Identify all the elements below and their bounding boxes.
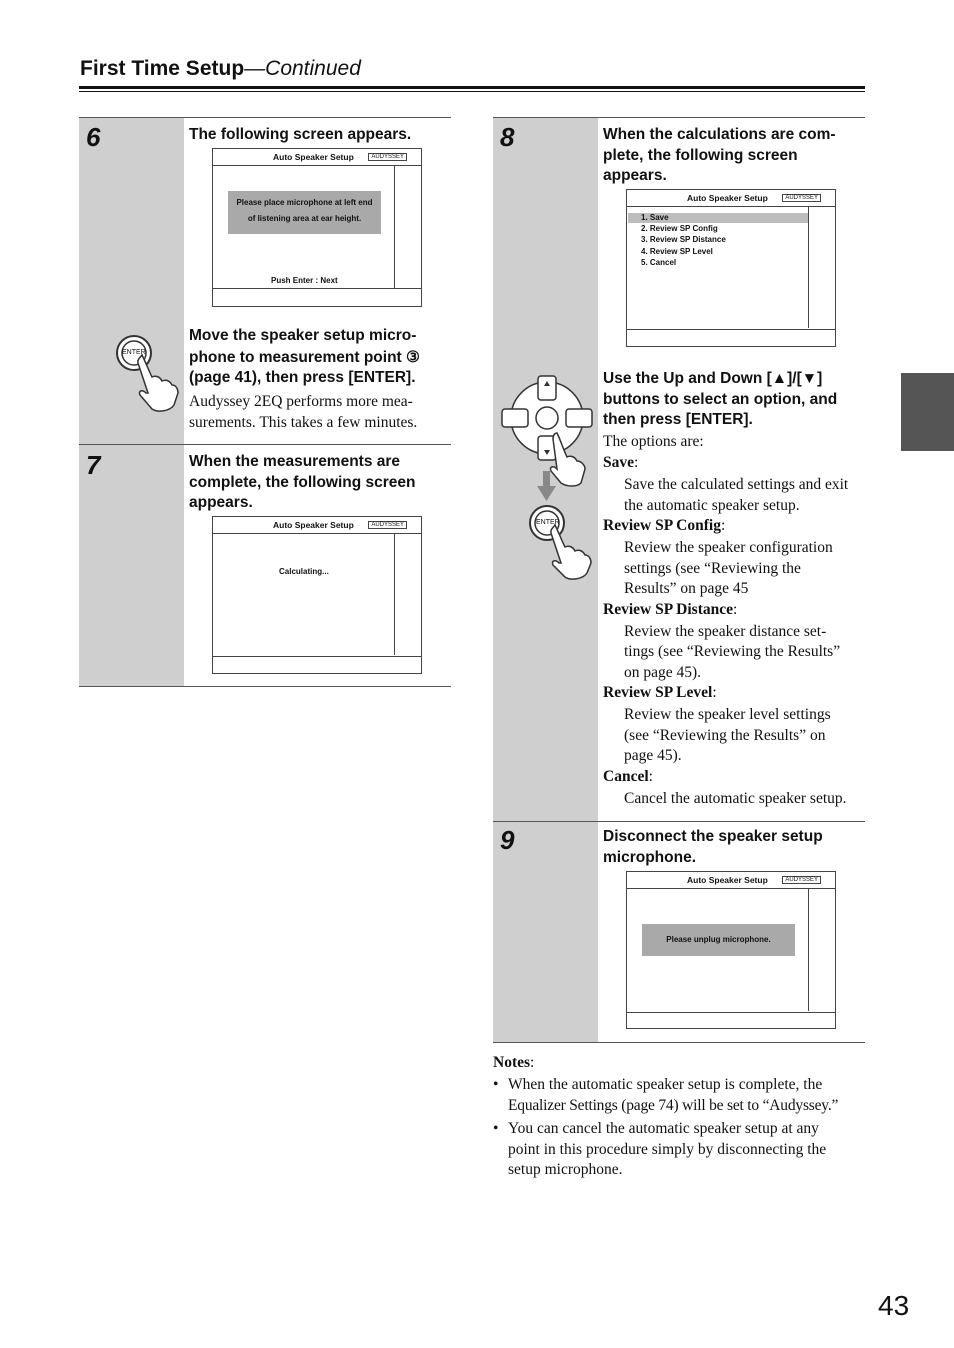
osd-screen-step7 [212, 516, 422, 674]
divider [79, 444, 451, 445]
osd-menu [641, 212, 726, 268]
option-cancel-label: Cancel [603, 767, 649, 785]
chapter-tab [901, 373, 954, 451]
osd-title: Auto Speaker Setup [273, 520, 354, 530]
step-number-8: 8 [500, 122, 515, 152]
step-number-6: 6 [86, 122, 101, 152]
osd-title: Auto Speaker Setup [687, 193, 768, 203]
note-item: • You can cancel the automatic speaker setup at any point in this procedure simply by disconnecting the setup microphone. [493, 1120, 827, 1178]
option-review-level-label: Review SP Level [603, 684, 713, 701]
step8-instruction: When the calculations are com- plete, the following screen appears. [603, 126, 836, 184]
header-rule [79, 86, 865, 89]
audyssey-logo: AUDYSSEY [782, 194, 821, 202]
osd-message: Calculating... [279, 567, 329, 576]
step8-use-instruction: Use the Up and Down [▲]/[▼] buttons to select an option, and then press [ENTER]. [603, 370, 838, 428]
notes-section: Notes: • When the automatic speaker setup is complete, the Equalizer Settings (page 74) will be set to “Audyssey.” • You can cancel the automatic speaker setup at any point in this procedure simply by disconnecting the setup microphone. [493, 1053, 865, 1181]
step6-instruction: The following screen appears. [189, 126, 412, 143]
notes-title: Notes [493, 1054, 531, 1071]
menu-item-review-level[interactable]: 4. Review SP Level [641, 246, 713, 256]
audyssey-logo: AUDYSSEY [368, 153, 407, 161]
osd-message: Please unplug microphone. [642, 924, 795, 956]
step9-instruction: Disconnect the speaker setup microphone. [603, 828, 823, 866]
step6-description: Audyssey 2EQ performs more mea- surements. This takes a few minutes. [189, 393, 418, 431]
step6-move-instruction: Move the speaker setup micro- phone to measurement point ③ (page 41), then press [ENTER]. [189, 327, 420, 386]
osd-message: Please place microphone at left end of listening area at ear height. [228, 191, 381, 234]
option-review-config-label: Review SP Config [603, 517, 721, 534]
divider [493, 821, 865, 822]
enter-button-press-icon: ENTER [112, 333, 187, 413]
step-number-7: 7 [86, 450, 101, 480]
menu-item-cancel[interactable]: 5. Cancel [641, 257, 677, 267]
osd-title: Auto Speaker Setup [273, 152, 354, 162]
osd-screen-step8 [626, 189, 836, 347]
header-rule-thin [79, 91, 865, 92]
option-save-label: Save [603, 454, 634, 471]
page-number: 43 [878, 1290, 910, 1321]
audyssey-logo: AUDYSSEY [368, 521, 407, 529]
osd-screen-step6 [212, 148, 422, 307]
remote-arrows-enter-icon: ENTER [499, 373, 599, 583]
step7-instruction: When the measurements are complete, the following screen appears. [189, 453, 416, 511]
audyssey-logo: AUDYSSEY [782, 876, 821, 884]
menu-item-review-distance[interactable]: 3. Review SP Distance [641, 235, 726, 245]
menu-item-save[interactable]: 1. Save [641, 213, 669, 222]
divider [493, 1042, 865, 1043]
option-review-distance-label: Review SP Distance [603, 600, 734, 618]
note-item: • When the automatic speaker setup is complete, the Equalizer Settings (page 74) will be set to “Audyssey.” [493, 1076, 839, 1114]
step-number-9: 9 [500, 825, 515, 855]
step8-options-list: The options are: Save: Save the calculated settings and exit the automatic speaker setup. Review SP Config: Review the speaker configuration settings (see “Reviewing the Results” on page 45 Review SP Distance: Review the speaker distance set- tings (see “Reviewing the Results” on page 45). Review SP Level: Review the speaker level settings (see “Reviewing the Results” on page 45). Cancel: Cancel the automatic speaker setup. [603, 433, 849, 807]
osd-footer: Push Enter : Next [271, 276, 338, 285]
page-title: First Time Setup—Continued [80, 57, 361, 80]
divider [79, 686, 451, 687]
menu-item-review-config[interactable]: 2. Review SP Config [641, 224, 718, 234]
osd-title: Auto Speaker Setup [687, 875, 768, 885]
osd-screen-step9 [626, 871, 836, 1029]
